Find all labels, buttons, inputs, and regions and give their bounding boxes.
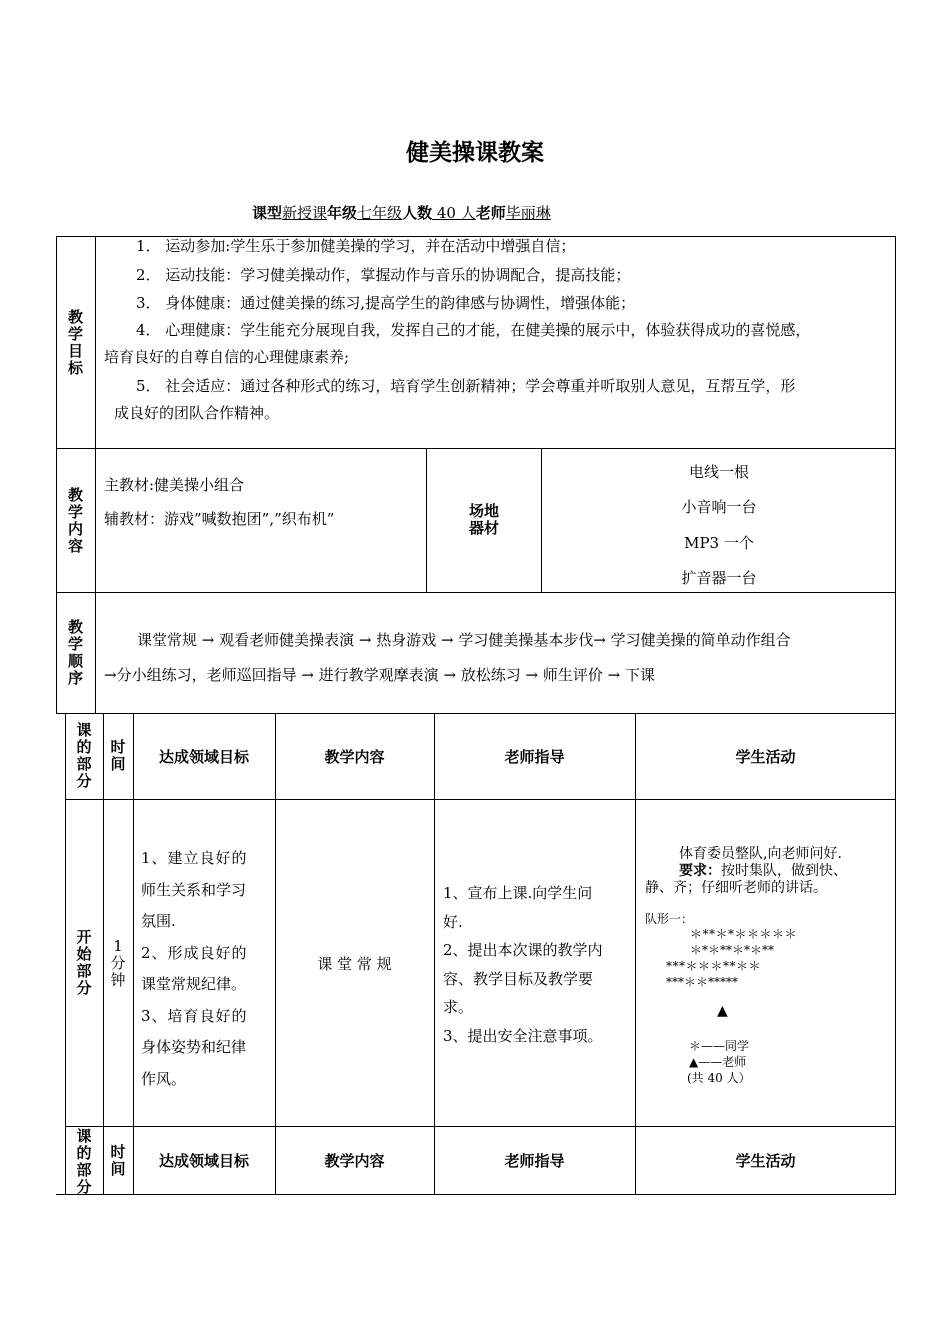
grade-value: 七年级 [357,204,403,222]
header-time: 时间 [110,738,126,773]
goal-line: 氛围. [141,912,176,930]
start-part: 开始部分 [76,928,92,997]
goal-line: 2、形成良好的 [141,943,248,962]
lesson-meta [252,202,551,223]
count-value: 40 人 [432,204,476,222]
start-time-cell [103,800,133,1126]
header-student: 学生活动 [735,747,796,766]
page-title: 健美操课教案 [406,140,544,166]
teacher-line: 求。 [443,998,474,1016]
teacher-position-icon: ▲ [717,1003,728,1019]
goal-line: 作风。 [141,1069,187,1088]
teacher-line: 1、宣布上课.向学生问 [443,884,593,902]
divider [56,1194,65,1195]
grade-label: 年级 [327,204,358,222]
sequence-label-cell [56,592,95,714]
header2-goal: 达成领域目标 [158,1152,249,1170]
start-content: 课 堂 常 规 [317,955,392,973]
header2-teacher: 老师指导 [504,1152,565,1170]
objective-item: 1． 运动参加:学生乐于参加健美操的学习，并在活动中增强自信； [136,237,576,255]
header-content: 教学内容 [324,747,385,766]
objectives-label: 教学目标 [67,307,83,377]
equipment-item: 电线一根 [688,463,749,481]
equipment-item: 小音响一台 [681,498,757,516]
divider [95,592,96,714]
type-value: 新授课 [282,204,328,222]
objective-item: 3． 身体健康：通过健美操的练习,提高学生的韵律感与协调性，增强体能； [136,294,636,312]
objective-item: 5． 社会适应：通过各种形式的练习，培育学生创新精神；学会尊重并听取别人意见，互帮互学，形 [136,377,796,395]
formation-row: ＊**＊*＊＊＊＊＊ [690,927,798,941]
formation-row: ＊*＊**＊*＊** [690,943,775,957]
header2-student: 学生活动 [735,1152,796,1170]
main-material: 主教材:健美操小组合 [104,476,245,494]
header2-time: 时间 [110,1142,126,1178]
header2-part-cell [65,1127,103,1194]
venue-label-line: 器材 [468,519,499,537]
header-goal: 达成领域目标 [158,747,249,766]
header2-content: 教学内容 [324,1152,385,1170]
header2-time-cell [103,1127,133,1194]
legend-student: ＊——同学 [689,1039,750,1053]
teacher-label: 老师 [475,204,506,222]
divider [95,236,96,449]
student-line: 体育委员整队,向老师问好. [679,846,842,862]
content-label: 教学内容 [67,485,83,555]
goal-line: 课堂常规纪律。 [141,975,247,993]
formation-row: ***＊＊***** [666,975,739,989]
header-teacher: 老师指导 [504,747,565,766]
objective-item: 培育良好的自尊自信的心理健康素养; [104,348,350,366]
formation-label: 队形一： [645,912,694,926]
sequence-line: 课堂常规 → 观看老师健美操表演 → 热身游戏 → 学习健美操基本步伐→ 学习健美操的简单动作组合 [137,631,791,649]
venue-label-line: 场地 [468,502,499,520]
header-part-cell [65,713,103,799]
goal-line: 1、建立良好的 [141,849,248,867]
divider [95,448,96,593]
goal-line: 师生关系和学习 [141,880,247,899]
start-goals [141,843,269,1095]
sequence-line: →分小组练习，老师巡回指导 → 进行教学观摩表演 → 放松练习 → 师生评价 → 下课 [104,666,655,684]
equipment-item: MP3 一个 [684,534,754,552]
legend-teacher: ▲——老师 [689,1055,747,1069]
header-part: 课的部分 [76,721,92,790]
require-text: 按时集队，做到快、 [721,863,847,879]
divider [65,799,896,800]
teacher-line: 好. [443,912,463,931]
type-label: 课型 [252,204,283,222]
venue-label [427,503,541,537]
content-label-cell [56,448,95,593]
objective-item: 2． 运动技能：学习健美操动作，掌握动作与音乐的协调配合，提高技能； [136,266,631,284]
require-text-2: 静、齐；仔细听老师的讲话。 [645,880,827,896]
objective-item: 4． 心理健康：学生能充分展现自我，发挥自己的才能，在健美操的展示中，体验获得成功的喜悦感， [136,321,811,339]
header2-part: 课的部分 [76,1127,92,1194]
start-teacher [443,879,633,1050]
goal-line: 身体姿势和纪律 [141,1038,247,1056]
equipment-item: 扩音器一台 [681,569,757,587]
teacher-line: 2、提出本次课的教学内 [443,941,603,959]
start-part-cell [65,800,103,1126]
formation-row: ***＊＊＊**＊＊ [666,959,762,973]
aux-material: 辅教材：游戏”喊数抱团”,”织布机” [104,510,335,528]
count-label: 人数 [402,204,433,222]
require-label: 要求： [679,863,721,879]
start-time: 1分钟 [110,936,126,989]
teacher-line: 3、提出安全注意事项。 [443,1026,603,1045]
objective-item: 成良好的团队合作精神。 [114,404,280,422]
teacher-line: 容、教学目标及教学要 [443,969,594,988]
sequence-section [56,592,896,714]
teacher-value: 毕丽琳 [505,204,551,222]
header-time-cell [103,713,133,799]
legend-total: (共 40 人） [687,1071,751,1085]
objectives-label-cell [56,236,95,449]
sequence-label: 教学顺序 [67,618,83,687]
goal-line: 3、培育良好的 [141,1006,248,1025]
